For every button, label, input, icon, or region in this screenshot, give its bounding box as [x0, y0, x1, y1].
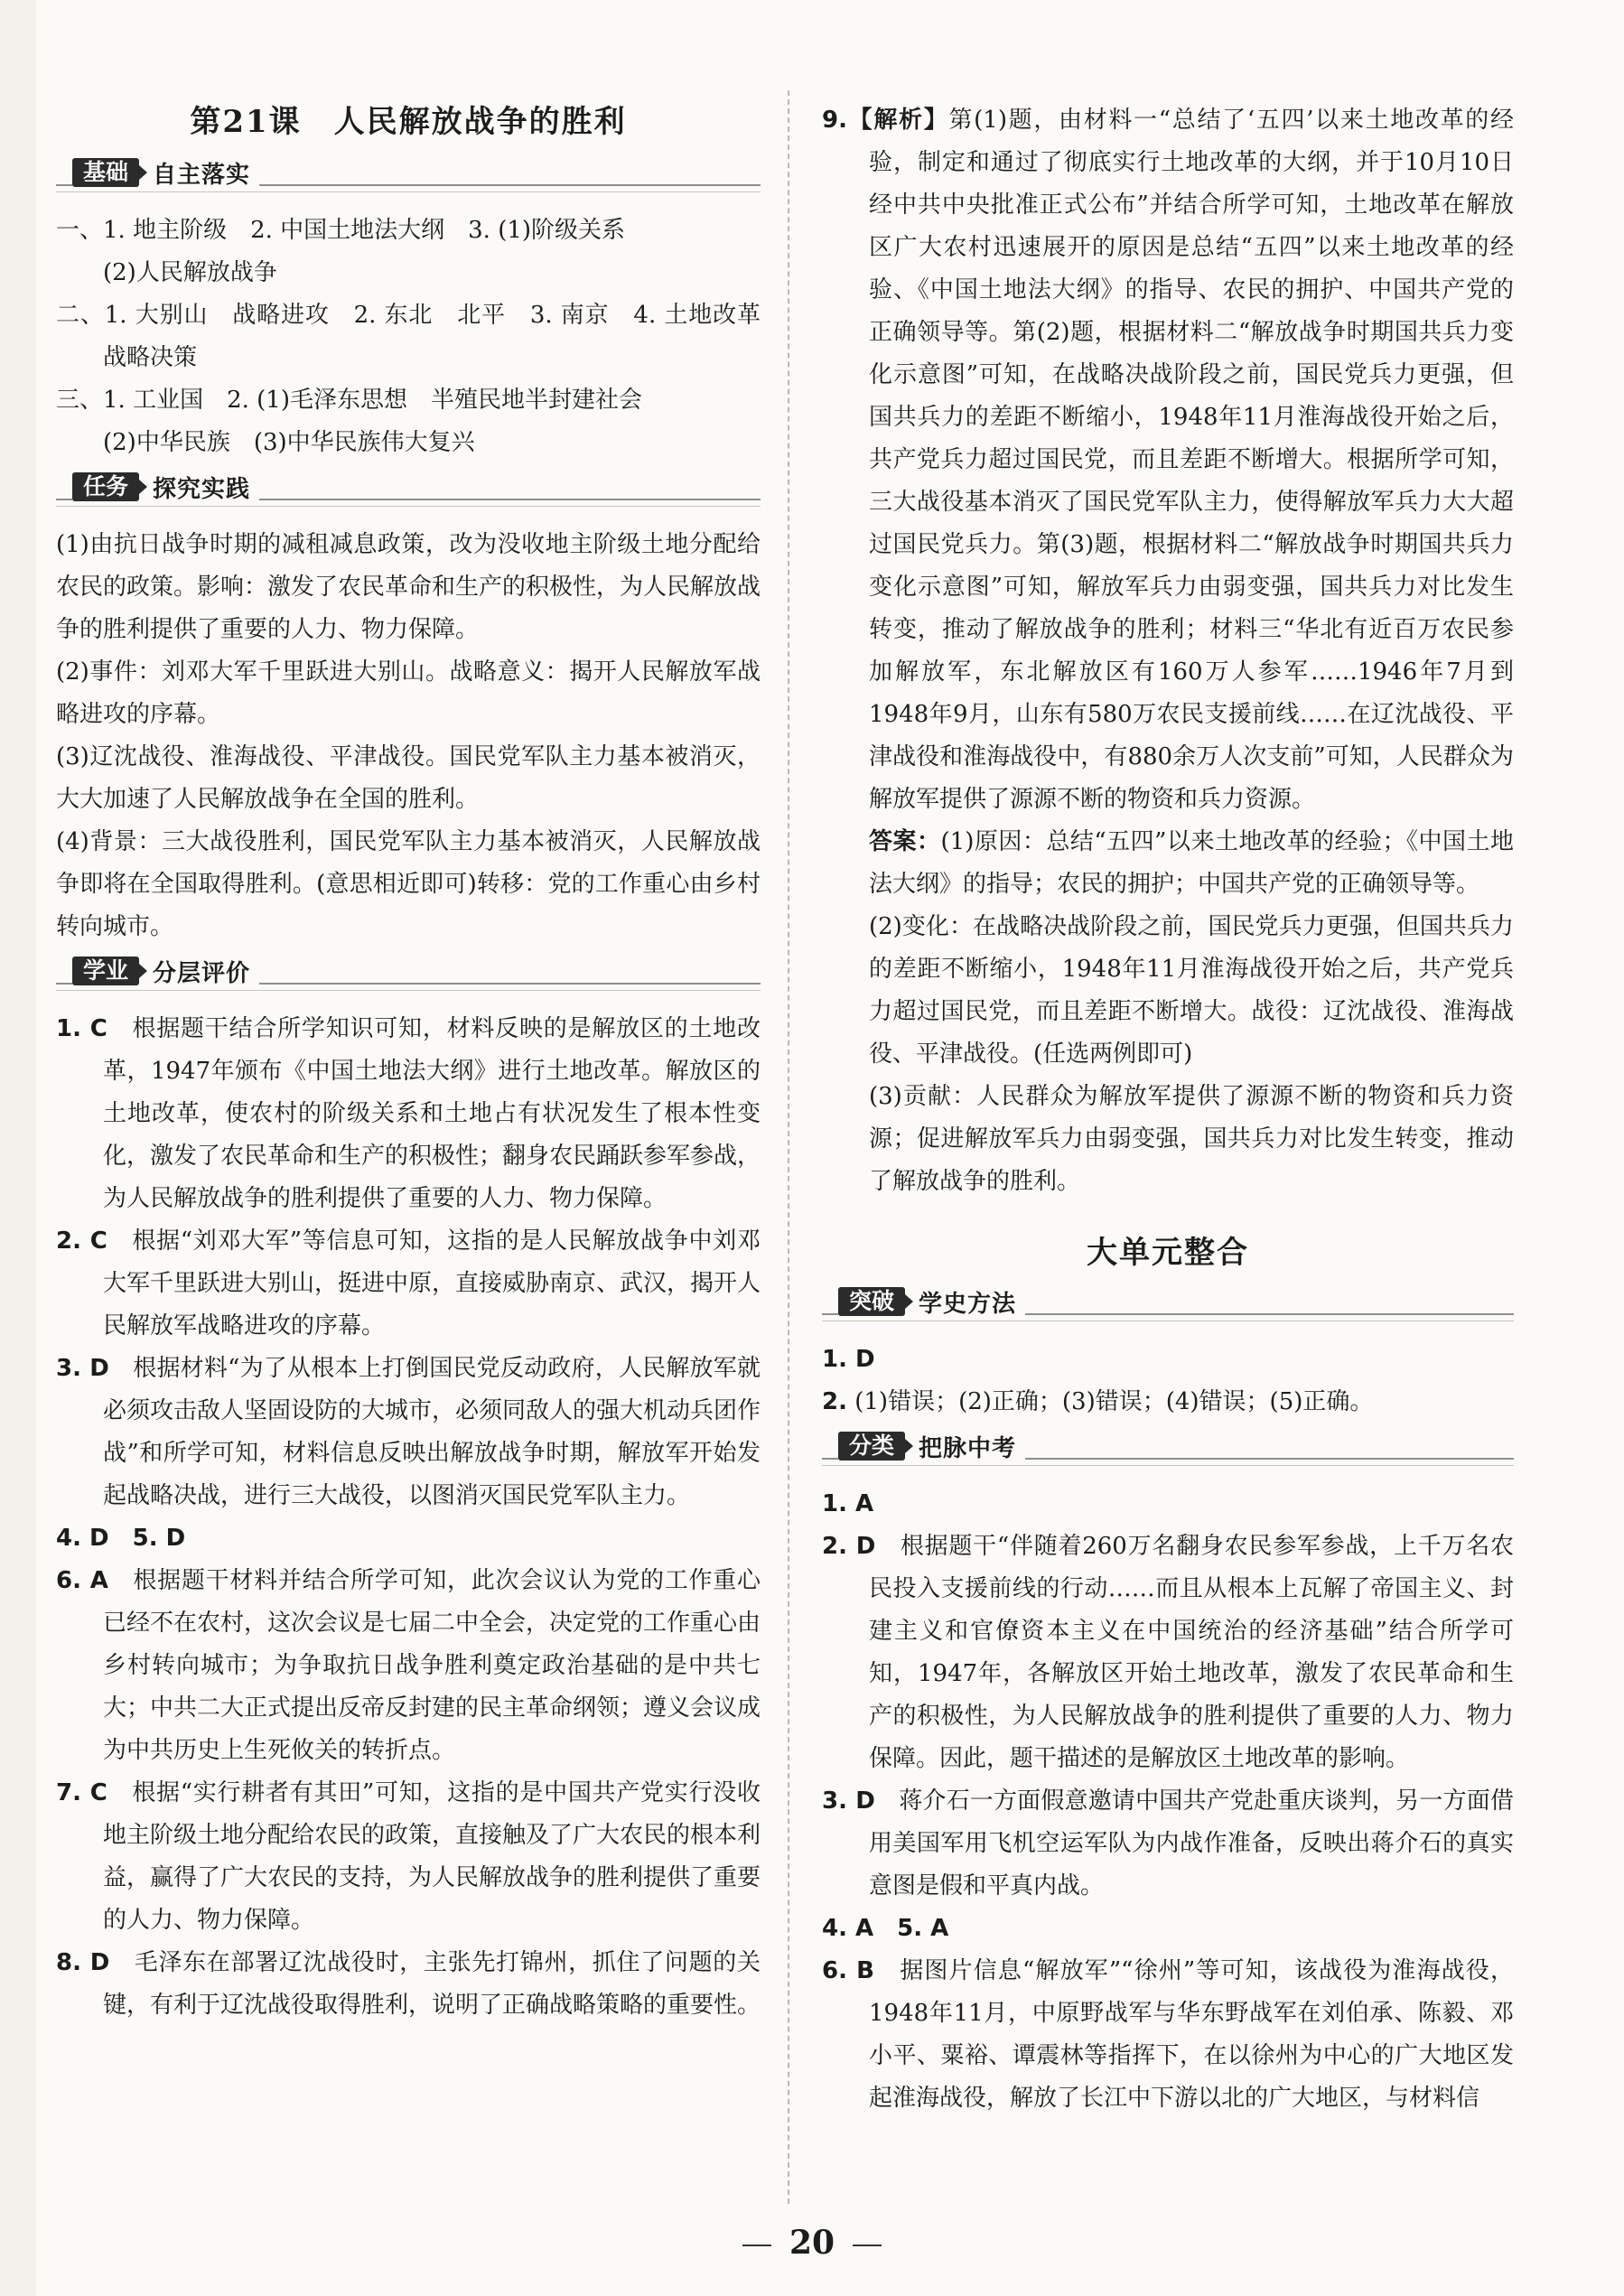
page-number-value: 20 [789, 2224, 835, 2262]
eval-item [56, 1772, 761, 1942]
section-tag [838, 1286, 1025, 1317]
method-item [822, 1381, 1514, 1423]
section-header-exam [822, 1431, 1514, 1469]
q9-answer [822, 821, 1514, 906]
eval-item [56, 1942, 761, 2027]
section-tag [72, 956, 259, 986]
tag-arrow-icon [905, 1439, 913, 1453]
eval-item-number: 6. A [56, 1567, 108, 1594]
section-tag-title: 探究实践 [153, 475, 251, 503]
exam-item [822, 1950, 1514, 2120]
lesson-title: 第21课 人民解放战争的胜利 [190, 104, 627, 140]
section-tag-title: 自主落实 [153, 161, 251, 189]
basic-line: (2)中华民族 (3)中华民族伟大复兴 [103, 429, 475, 456]
eval-item-text: 根据材料“为了从根本上打倒国民党反动政府，人民解放军就必须攻击敌人坚固设防的大城市，必须同敌人的强大机动兵团作战”和所学可知，材料信息反映出解放战争时期，解放军开始发起战略决战，进行三大战役，以图消灭国民党军队主力。 [103, 1355, 761, 1509]
basic-line: (2)人民解放战争 [103, 259, 277, 286]
q9-answer-text: (1)原因：总结“五四”以来土地改革的经验；《中国土地法大纲》的指导；农民的拥护；中国共产党的正确领导等。 [869, 828, 1514, 898]
q9-analysis-text: 第(1)题，由材料一“总结了‘五四’以来土地改革的经验，制定和通过了彻底实行土地改革的大纲，并于10月10日经中共中央批准正式公布”并结合所学可知，土地改革在解放区广大农村迅速展开的原因是总结“五四”以来土地改革的经验、《中国土地法大纲》的指导、农民的拥护、中国共产党的正确领导等。第(2)题，根据材料二“解放战争时期国共兵力变化示意图”可知，在战略决战阶段之前，国民党兵力更强，但国共兵力的差距不断缩小，1948年11月淮海战役开始之后，共产党兵力超过国民党，而且差距不断增大。根据所学可知，三大战役基本消灭了国民党军队主力，使得解放军兵力大大超过国民党兵力。第(3)题，根据材料二“解放战争时期国共兵力变化示意图”可知，解放军兵力由弱变强，国共兵力对比发生转变，推动了解放战争的胜利；材料三“华北有近百万农民参加解放军，东北解放区有160万人参军……1946年7月到1948年9月，山东有580万农民支援前线……在辽沈战役、平津战役和淮海战役中，有880余万人次支前”可知，人民群众为解放军提供了源源不断的物资和兵力资源。 [869, 107, 1514, 813]
section-tag-title: 分层评价 [153, 959, 251, 987]
basic-line: 三、1. 工业国 2. (1)毛泽东思想 半殖民地半封建社会 [56, 387, 642, 414]
method-item-number: 2. [822, 1388, 847, 1415]
right-column [822, 99, 1514, 2120]
column-divider [788, 90, 789, 2204]
section-tag-title: 学史方法 [919, 1290, 1017, 1318]
basic-line: 二、1. 大别山 战略进攻 2. 东北 北平 3. 南京 4. 土地改革 战略决策 [56, 302, 785, 371]
section-tag-label: 任务 [72, 472, 139, 501]
exam-item-number: 4. A 5. A [822, 1915, 949, 1942]
eval-item-number: 3. D [56, 1355, 109, 1382]
section-header-basic [56, 157, 761, 195]
q9-answer: (2)变化：在战略决战阶段之前，国民党兵力更强，但国共兵力的差距不断缩小，1948年11月淮海战役开始之后，共产党兵力超过国民党，而且差距不断增大。战役：辽沈战役、淮海战役、平津战役。(任选两例即可) [869, 913, 1514, 1068]
eval-item [56, 1517, 761, 1560]
section-tag-label: 分类 [838, 1432, 905, 1461]
q9-answer: (3)贡献：人民群众为解放军提供了源源不断的物资和兵力资源；促进解放军兵力由弱变强，国共兵力对比发生转变，推动了解放战争的胜利。 [869, 1083, 1514, 1195]
eval-item [56, 1560, 761, 1772]
eval-item-number: 2. C [56, 1227, 107, 1255]
exam-item-text: 据图片信息“解放军”“徐州”等可知，该战役为淮海战役，1948年11月，中原野战军与华东野战军在刘伯承、陈毅、邓小平、粟裕、谭震林等指挥下，在以徐州为中心的广大地区发起淮海战役，解放了长江中下游以北的广大地区，与材料信 [869, 1957, 1514, 2112]
tag-arrow-icon [905, 1294, 913, 1309]
eval-item-text: 根据题干材料并结合所学可知，此次会议认为党的工作重心已经不在农村，这次会议是七届二中全会，决定党的工作重心由乡村转向城市；为争取抗日战争胜利奠定政治基础的是中共七大；中共二大正式提出反帝反封建的民主革命纲领；遵义会议成为中共历史上生死攸关的转折点。 [103, 1567, 761, 1764]
eval-item-number: 4. D 5. D [56, 1525, 186, 1552]
tag-arrow-icon [139, 964, 147, 978]
section-tag [72, 471, 259, 502]
task-answer: (2)事件：刘邓大军千里跃进大别山。战略意义：揭开人民解放军战略进攻的序幕。 [56, 658, 761, 728]
task-answer: (1)由抗日战争时期的减租减息政策，改为没收地主阶级土地分配给农民的政策。影响：激发了农民革命和生产的积极性，为人民解放战争的胜利提供了重要的人力、物力保障。 [56, 531, 761, 643]
exam-item-text: 蒋介石一方面假意邀请中国共产党赴重庆谈判，另一方面借用美国军用飞机空运军队为内战作准备，反映出蒋介石的真实意图是假和平真内战。 [869, 1787, 1514, 1899]
task-answer: (3)辽沈战役、淮海战役、平津战役。国民党军队主力基本被消灭，大大加速了人民解放战争在全国的胜利。 [56, 743, 761, 813]
basic-line: 一、1. 地主阶级 2. 中国土地法大纲 3. (1)阶级关系 [56, 217, 626, 244]
q9-analysis [822, 99, 1514, 821]
section-tag [838, 1431, 1025, 1461]
section-tag-title: 把脉中考 [919, 1434, 1017, 1462]
eval-item [56, 1220, 761, 1348]
section-tag [72, 157, 259, 188]
exam-item-number: 2. D [822, 1533, 876, 1560]
section-tag-label: 基础 [72, 158, 139, 187]
method-item [822, 1339, 1514, 1381]
unit-title: 大单元整合 [1087, 1235, 1249, 1271]
tag-arrow-icon [139, 165, 147, 180]
exam-item-number: 6. B [822, 1957, 874, 1984]
page-number-dash [742, 2245, 771, 2246]
exam-item [822, 1483, 1514, 1526]
exam-item-number: 1. A [822, 1490, 874, 1517]
section-tag-label: 学业 [72, 957, 139, 985]
left-column [56, 98, 785, 2027]
exam-item-text: 根据题干“伴随着260万名翻身农民参军参战，上千万名农民投入支援前线的行动……而且从根本上瓦解了帝国主义、封建主义和官僚资本主义在中国统治的经济基础”结合所学可知，1947年，各解放区开始土地改革，激发了农民革命和生产的积极性，为人民解放战争的胜利提供了重要的人力、物力保障。因此，题干描述的是解放区土地改革的影响。 [869, 1533, 1514, 1772]
exam-item [822, 1780, 1514, 1908]
method-item-number: 1. D [822, 1346, 875, 1373]
tag-arrow-icon [139, 480, 147, 494]
section-tag-label: 突破 [838, 1287, 905, 1316]
q9-number: 9. [822, 107, 847, 134]
section-header-eval [56, 956, 761, 994]
exam-item [822, 1526, 1514, 1780]
page-number [0, 2224, 1624, 2262]
binding-edge [0, 0, 36, 2296]
eval-item [56, 1008, 761, 1220]
section-header-method [822, 1286, 1514, 1324]
section-header-task [56, 471, 761, 509]
eval-item-text: 根据题干结合所学知识可知，材料反映的是解放区的土地改革，1947年颁布《中国土地法大纲》进行土地改革。解放区的土地改革，使农村的阶级关系和土地占有状况发生了根本性变化，激发了农民革命和生产的积极性；翻身农民踊跃参军参战，为人民解放战争的胜利提供了重要的人力、物力保障。 [103, 1015, 761, 1212]
eval-item-number: 7. C [56, 1779, 107, 1806]
q9-answer-label: 答案： [869, 828, 941, 855]
eval-item-text: 根据“实行耕者有其田”可知，这指的是中国共产党实行没收地主阶级土地分配给农民的政策，直接触及了广大农民的根本利益，赢得了广大农民的支持，为人民解放战争的胜利提供了重要的人力、物力保障。 [103, 1779, 761, 1934]
eval-item-number: 8. D [56, 1949, 110, 1976]
eval-item-number: 1. C [56, 1015, 107, 1042]
q9-analysis-tag: 【解析】 [846, 107, 949, 134]
exam-item-number: 3. D [822, 1787, 875, 1815]
eval-item-text: 根据“刘邓大军”等信息可知，这指的是人民解放战争中刘邓大军千里跃进大别山，挺进中原，直接威胁南京、武汉，揭开人民解放军战略进攻的序幕。 [103, 1227, 761, 1339]
page-number-dash [853, 2245, 882, 2246]
exam-item [822, 1908, 1514, 1950]
method-item-text: (1)错误；(2)正确；(3)错误；(4)错误；(5)正确。 [854, 1388, 1374, 1415]
eval-item [56, 1348, 761, 1517]
eval-item-text: 毛泽东在部署辽沈战役时，主张先打锦州，抓住了问题的关键，有利于辽沈战役取得胜利，说明了正确战略策略的重要性。 [103, 1949, 761, 2019]
task-answer: (4)背景：三大战役胜利，国民党军队主力基本被消灭，人民解放战争即将在全国取得胜利。(意思相近即可)转移：党的工作重心由乡村转向城市。 [56, 828, 761, 940]
